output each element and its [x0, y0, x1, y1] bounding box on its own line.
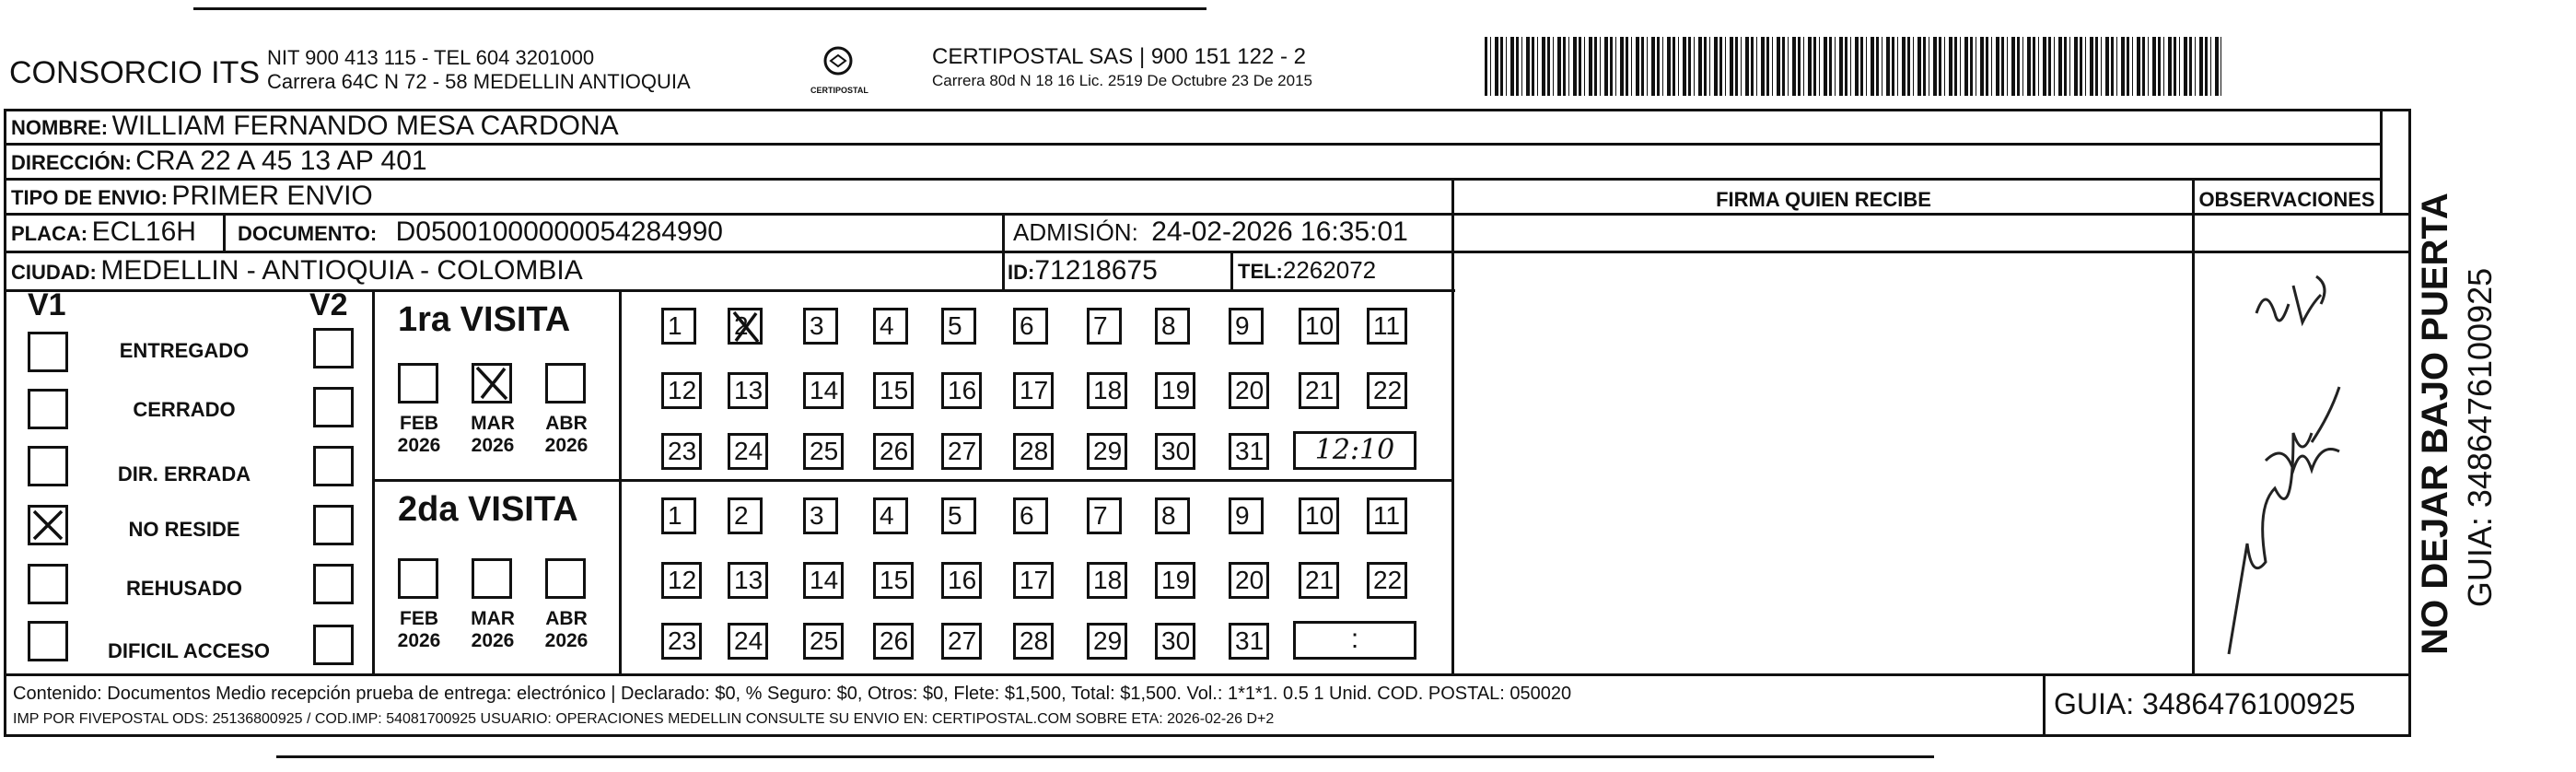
visit-2-day-11[interactable]: 11 — [1367, 497, 1407, 534]
visit-2-day-23[interactable]: 23 — [661, 623, 702, 660]
visit-1-day-8[interactable]: 8 — [1155, 308, 1190, 345]
v2-no-reside-checkbox[interactable] — [313, 505, 354, 545]
visit-1-day-19[interactable]: 19 — [1155, 372, 1195, 409]
visit-1-day-24[interactable]: 24 — [728, 433, 768, 470]
visit-2-day-19[interactable]: 19 — [1155, 562, 1195, 599]
visit-1-day-3[interactable]: 3 — [803, 308, 838, 345]
visit-2-mar-label: MAR 2026 — [471, 608, 515, 651]
visit-1-day-28[interactable]: 28 — [1013, 433, 1054, 470]
ciudad-cell — [11, 251, 583, 294]
ciudad-label: CIUDAD: — [11, 261, 97, 284]
visit-1-day-13[interactable]: 13 — [728, 372, 768, 409]
v2-entregado-checkbox[interactable] — [313, 328, 354, 368]
visit-1-feb-box[interactable] — [398, 363, 438, 404]
visit-2-day-16[interactable]: 16 — [941, 562, 982, 599]
visit-1-day-9[interactable]: 9 — [1229, 308, 1264, 345]
id-cell — [1008, 251, 1158, 294]
visit-2-day-3[interactable]: 3 — [803, 497, 838, 534]
visit-2-day-29[interactable]: 29 — [1087, 623, 1127, 660]
visit-1-day-21[interactable]: 21 — [1299, 372, 1339, 409]
visit-2-feb-label: FEB 2026 — [397, 608, 441, 651]
v2-dir-errada-checkbox[interactable] — [313, 446, 354, 486]
certipostal-logo — [810, 42, 866, 98]
company-line-1: NIT 900 413 115 - TEL 604 3201000 — [267, 46, 595, 69]
footer-guia: GUIA: 3486476100925 — [2054, 687, 2356, 720]
nombre-row — [11, 109, 619, 147]
visit-2-abr-label: ABR 2026 — [544, 608, 589, 651]
status-rehusado: REHUSADO — [126, 577, 242, 600]
direccion-row — [11, 144, 427, 182]
visit-1-abr-label: ABR 2026 — [544, 413, 589, 456]
placa-value: ECL16H — [91, 216, 196, 247]
v1-rehusado-checkbox[interactable] — [28, 564, 68, 604]
observaciones-header: OBSERVACIONES — [2198, 188, 2375, 211]
x-mark-icon — [730, 310, 762, 344]
visit-1-day-14[interactable]: 14 — [803, 372, 844, 409]
visit-1-mar-label: MAR 2026 — [471, 413, 515, 456]
visit-1-day-7[interactable]: 7 — [1087, 308, 1122, 345]
visit-2-day-15[interactable]: 15 — [873, 562, 914, 599]
tel-label: TEL: — [1238, 260, 1283, 283]
x-mark-icon — [474, 366, 509, 401]
visit-2-day-26[interactable]: 26 — [873, 623, 914, 660]
visit-2-day-8[interactable]: 8 — [1155, 497, 1190, 534]
v1-label: V1 — [28, 287, 66, 322]
tipo-label: TIPO DE ENVIO: — [11, 186, 168, 209]
id-value: 71218675 — [1034, 255, 1158, 286]
visit-1-mar-box[interactable] — [472, 363, 512, 404]
ciudad-value: MEDELLIN - ANTIOQUIA - COLOMBIA — [100, 255, 583, 286]
id-label: ID: — [1008, 261, 1035, 284]
carrier-line-1: CERTIPOSTAL SAS | 900 151 122 - 2 — [932, 44, 1306, 69]
visit-2-mar-box[interactable] — [472, 558, 512, 599]
visit-1-abr-box[interactable] — [545, 363, 586, 404]
status-cerrado: CERRADO — [133, 398, 236, 421]
footer-imp: IMP POR FIVEPOSTAL ODS: 25136800925 / COD.IMP: 54081700925 USUARIO: OPERACIONES MEDELLIN CONSULTE SU ENVIO EN: CERTIPOSTAL.COM SOBRE ETA: 2026-02-26 D+2 — [13, 711, 1275, 727]
x-mark-icon — [30, 508, 65, 543]
visit-2-day-21[interactable]: 21 — [1299, 562, 1339, 599]
visit-1-day-18[interactable]: 18 — [1087, 372, 1127, 409]
visit-1-day-26[interactable]: 26 — [873, 433, 914, 470]
visit-1-time-box[interactable] — [1293, 431, 1416, 470]
company-name: CONSORCIO ITS — [9, 55, 261, 90]
company-line-2: Carrera 64C N 72 - 58 MEDELLIN ANTIOQUIA — [267, 70, 691, 93]
visit-2-day-30[interactable]: 30 — [1155, 623, 1195, 660]
visit-2-day-10[interactable]: 10 — [1299, 497, 1339, 534]
bottom-edge — [276, 755, 1934, 758]
visit-1-day-25[interactable]: 25 — [803, 433, 844, 470]
visit-1-day-6[interactable]: 6 — [1013, 308, 1048, 345]
visit-2-day-6[interactable]: 6 — [1013, 497, 1048, 534]
visit-1-time: 12:10 — [1314, 434, 1395, 466]
tipo-row — [11, 179, 373, 217]
visit-2-day-28[interactable]: 28 — [1013, 623, 1054, 660]
v1-dificil-acceso-checkbox[interactable] — [28, 621, 68, 661]
v1-no-reside-checkbox[interactable] — [28, 505, 68, 545]
visit-2-day-7[interactable]: 7 — [1087, 497, 1122, 534]
visit-2-day-18[interactable]: 18 — [1087, 562, 1127, 599]
visit-1-day-10[interactable]: 10 — [1299, 308, 1339, 345]
visit-2-day-2[interactable]: 2 — [728, 497, 763, 534]
visit-1-day-30[interactable]: 30 — [1155, 433, 1195, 470]
visit-1-day-2[interactable]: 2 — [728, 308, 763, 345]
direccion-label: DIRECCIÓN: — [11, 151, 132, 174]
status-dir-errada: DIR. ERRADA — [117, 462, 251, 485]
visit-1-day-5[interactable]: 5 — [941, 308, 976, 345]
visit-2-day-4[interactable]: 4 — [873, 497, 908, 534]
carrier-line-2: Carrera 80d N 18 16 Lic. 2519 De Octubre 23 De 2015 — [932, 72, 1312, 89]
visit-2-day-14[interactable]: 14 — [803, 562, 844, 599]
visit-1-day-23[interactable]: 23 — [661, 433, 702, 470]
v1-dir-errada-checkbox[interactable] — [28, 446, 68, 486]
nombre-label: NOMBRE: — [11, 116, 109, 139]
side-guia: GUIA: 3486476100925 — [2461, 267, 2499, 608]
visit-2-day-22[interactable]: 22 — [1367, 562, 1407, 599]
visit-1-day-1[interactable]: 1 — [661, 308, 696, 345]
direccion-value: CRA 22 A 45 13 AP 401 — [135, 146, 427, 176]
tipo-value: PRIMER ENVIO — [171, 181, 373, 211]
status-entregado: ENTREGADO — [119, 339, 250, 362]
side-warning: NO DEJAR BAJO PUERTA — [2415, 193, 2455, 655]
tel-value: 2262072 — [1282, 256, 1377, 284]
visit-2-day-1[interactable]: 1 — [661, 497, 696, 534]
visit-1-day-27[interactable]: 27 — [941, 433, 982, 470]
visit-1-day-4[interactable]: 4 — [873, 308, 908, 345]
visit-2-time: : — [1350, 624, 1359, 654]
visit-1-title: 1ra VISITA — [398, 300, 571, 339]
visit-2-day-13[interactable]: 13 — [728, 562, 768, 599]
v2-dificil-acceso-checkbox[interactable] — [313, 625, 354, 665]
visit-2-day-31[interactable]: 31 — [1229, 623, 1269, 660]
visit-1-day-29[interactable]: 29 — [1087, 433, 1127, 470]
visit-2-day-20[interactable]: 20 — [1229, 562, 1269, 599]
visit-2-day-27[interactable]: 27 — [941, 623, 982, 660]
observaciones-handwriting — [2201, 221, 2376, 663]
visit-1-day-17[interactable]: 17 — [1013, 372, 1054, 409]
visit-2-time-box[interactable] — [1293, 621, 1416, 660]
v1-entregado-checkbox[interactable] — [28, 332, 68, 372]
visit-2-day-9[interactable]: 9 — [1229, 497, 1264, 534]
top-border — [193, 7, 1206, 10]
visit-1-day-12[interactable]: 12 — [661, 372, 702, 409]
visit-1-day-16[interactable]: 16 — [941, 372, 982, 409]
v1-cerrado-checkbox[interactable] — [28, 389, 68, 429]
visit-1-feb-label: FEB 2026 — [397, 413, 441, 456]
visit-2-day-12[interactable]: 12 — [661, 562, 702, 599]
logo-text: CERTIPOSTAL — [810, 86, 868, 95]
visit-2-feb-box[interactable] — [398, 558, 438, 599]
placa-cell — [11, 214, 196, 255]
visit-1-day-20[interactable]: 20 — [1229, 372, 1269, 409]
v2-rehusado-checkbox[interactable] — [313, 564, 354, 604]
documento-cell — [238, 214, 723, 255]
visit-1-day-22[interactable]: 22 — [1367, 372, 1407, 409]
v2-label: V2 — [309, 287, 348, 322]
visit-2-day-24[interactable]: 24 — [728, 623, 768, 660]
admision-cell — [1013, 214, 1408, 255]
status-dificil-acceso: DIFICIL ACCESO — [107, 639, 270, 662]
admision-label: ADMISIÓN: — [1013, 218, 1138, 246]
placa-label: PLACA: — [11, 222, 88, 245]
visit-1-day-11[interactable]: 11 — [1367, 308, 1407, 345]
visit-2-day-17[interactable]: 17 — [1013, 562, 1054, 599]
tel-cell — [1238, 251, 1376, 293]
documento-label: DOCUMENTO: — [238, 222, 378, 245]
visit-1-day-15[interactable]: 15 — [873, 372, 914, 409]
barcode — [1485, 37, 2221, 96]
admision-value: 24-02-2026 16:35:01 — [1151, 216, 1408, 247]
visit-2-day-25[interactable]: 25 — [803, 623, 844, 660]
visit-2-day-5[interactable]: 5 — [941, 497, 976, 534]
footer-contenido: Contenido: Documentos Medio recepción prueba de entrega: electrónico | Declarado: $0, % Seguro: $0, Otros: $0, Flete: $1,500, Total: $1,500. Vol.: 1*1*1. 0.5 1 Unid. COD. POSTAL: 050020 — [13, 684, 1572, 704]
nombre-value: WILLIAM FERNANDO MESA CARDONA — [111, 111, 619, 141]
documento-value: D05001000000054284990 — [395, 216, 723, 247]
firma-header: FIRMA QUIEN RECIBE — [1716, 188, 1931, 211]
v2-cerrado-checkbox[interactable] — [313, 387, 354, 427]
visit-1-day-31[interactable]: 31 — [1229, 433, 1269, 470]
visit-2-title: 2da VISITA — [398, 490, 578, 529]
visit-2-abr-box[interactable] — [545, 558, 586, 599]
status-no-reside: NO RESIDE — [128, 518, 240, 541]
